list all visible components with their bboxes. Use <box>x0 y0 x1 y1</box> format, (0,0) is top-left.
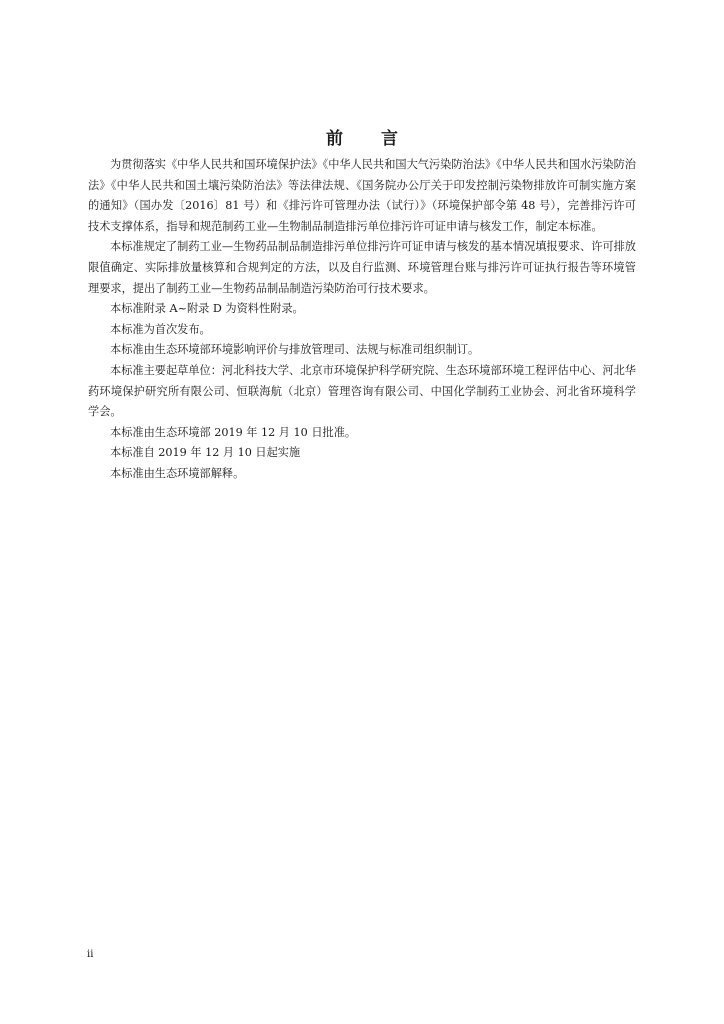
page-number: ii <box>87 949 94 960</box>
paragraph-organizer: 本标准由生态环境部环境影响评价与排放管理司、法规与标准司组织制订。 <box>110 343 480 357</box>
paragraph-appendix: 本标准附录 A~附录 D 为资料性附录。 <box>110 302 304 316</box>
paragraph-purpose: 为贯彻落实《中华人民共和国环境保护法》《中华人民共和国大气污染防治法》《中华人民共和国水污染防治法》《中华人民共和国土壤污染防治法》等法律法规、《国务院办公厅关于印发控制污染物排放许可制实施方案的通知》（国办发〔2016〕81 号）和《排污许可管理办法（试行）》（环境保护部令第 48 号），完善排污许可技术支撑体系，指导和规范制药工业—生物制品制造排污单位排污许可证申请与核发工作，制定本标准。 <box>88 158 636 233</box>
paragraph-scope: 本标准规定了制药工业—生物药品制品制造排污单位排污许可证申请与核发的基本情况填报要求、许可排放限值确定、实际排放量核算和合规判定的方法，以及自行监测、环境管理台账与排污许可证执行报告等环境管理要求，提出了制药工业—生物药品制品制造污染防治可行技术要求。 <box>88 240 636 295</box>
paragraph-interpretation: 本标准由生态环境部解释。 <box>110 466 245 480</box>
paragraph-first-release: 本标准为首次发布。 <box>110 322 211 336</box>
paragraph-drafting-units: 本标准主要起草单位：河北科技大学、北京市环境保护科学研究院、生态环境部环境工程评估中心、河北华药环境保护研究所有限公司、恒联海航（北京）管理咨询有限公司、中国化学制药工业协会、河北省环境科学学会。 <box>88 363 636 419</box>
paragraph-effective-date: 本标准自 2019 年 12 月 10 日起实施 <box>110 446 301 460</box>
page-title: 前 言 <box>326 129 414 149</box>
paragraph-approval: 本标准由生态环境部 2019 年 12 月 10 日批准。 <box>110 425 357 439</box>
preface-body <box>88 155 636 485</box>
